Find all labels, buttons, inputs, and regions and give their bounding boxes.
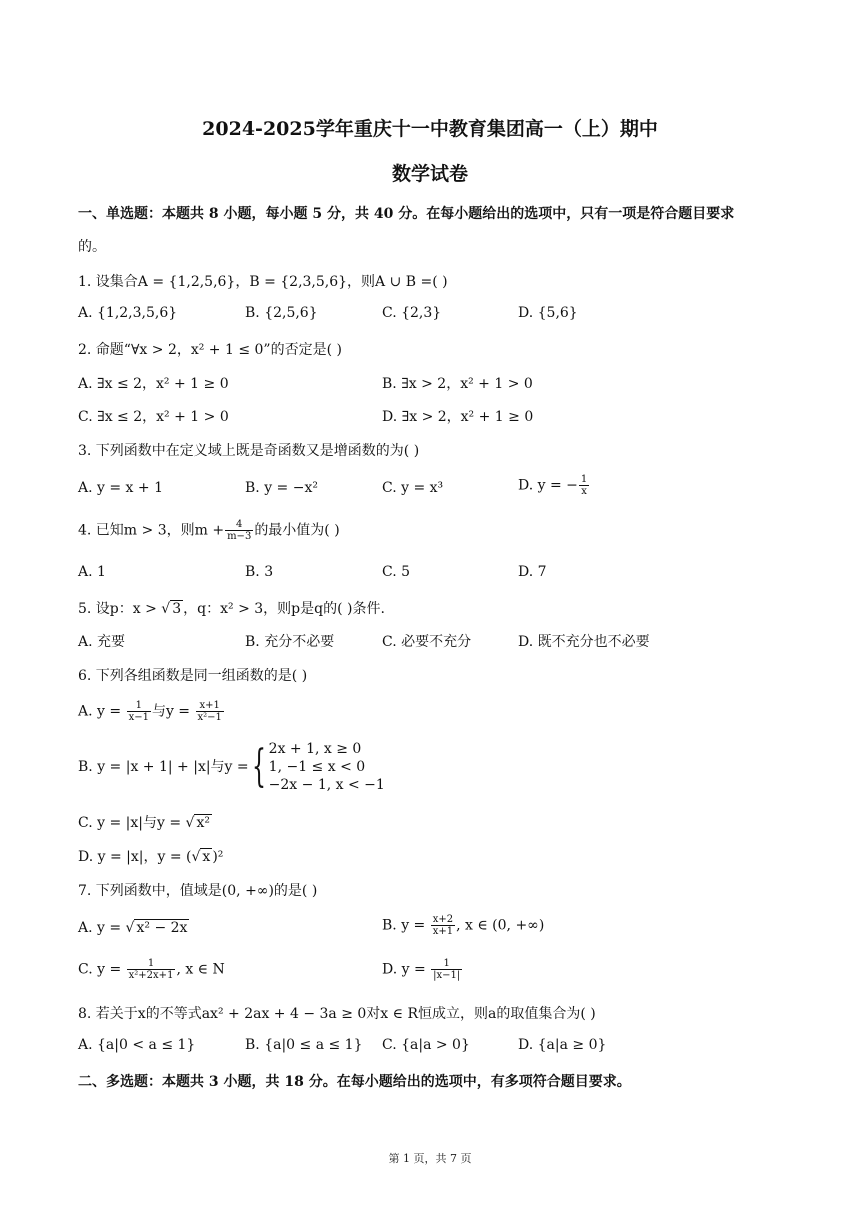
q3-option-d (518, 474, 590, 497)
case-line: −2x − 1, x < −1 (268, 777, 385, 793)
fraction-numerator: 1 (431, 958, 462, 970)
fraction-denominator: m−3 (227, 531, 252, 542)
q6-stem: 6. 下列各组函数是同一组函数的是( ) (78, 668, 308, 684)
fraction-numerator: 1 (127, 958, 176, 970)
case-line: 2x + 1, x ≥ 0 (268, 741, 362, 757)
q6-b-cases (269, 740, 385, 794)
q6-c-prefix: C. y = |x|与y = (78, 815, 182, 831)
fraction-numerator: 4 (225, 519, 253, 531)
q4-option-b: B. 3 (245, 564, 274, 580)
q3-option-b: B. y = −x² (245, 480, 318, 496)
q8-option-c: C. {a|a > 0} (382, 1037, 470, 1053)
section2-heading: 二、多选题：本题共 3 小题，共 18 分。在每小题给出的选项中，有多项符合题目要求。 (78, 1074, 631, 1090)
q2-stem: 2. 命题“∀x > 2，x² + 1 ≤ 0”的否定是( ) (78, 342, 342, 358)
fraction-numerator: 1 (580, 474, 588, 485)
q5-option-c: C. 必要不充分 (382, 634, 472, 650)
q7-option-b (382, 914, 544, 937)
q7-c-prefix: C. y = (78, 961, 122, 978)
q4-option-c: C. 5 (382, 564, 411, 580)
q2-option-c: C. ∃x ≤ 2，x² + 1 > 0 (78, 409, 229, 425)
q7-c-fraction (127, 958, 176, 981)
q2-option-a: A. ∃x ≤ 2，x² + 1 ≥ 0 (78, 376, 229, 392)
q6-d-prefix: D. y = |x|，y = ( (78, 849, 192, 865)
q7-a-sqrt-radicand: x² − 2x (136, 920, 188, 936)
q7-option-c (78, 958, 225, 981)
q7-d-fraction (431, 958, 462, 981)
q1-option-a: A. {1,2,3,5,6} (78, 305, 178, 321)
case-line: 1, −1 ≤ x < 0 (268, 759, 366, 775)
fraction-denominator: x+1 (432, 926, 454, 937)
q6-option-d: D. y = |x|，y = (√ x )² (78, 849, 224, 865)
q2-option-d: D. ∃x > 2，x² + 1 ≥ 0 (382, 409, 534, 425)
section1-heading: 一、单选题：本题共 8 小题，每小题 5 分，共 40 分。在每小题给出的选项中，只有一项是符合题目要求 (78, 206, 735, 222)
q3-option-a: A. y = x + 1 (78, 480, 163, 496)
q4-stem-suffix: 的最小值为( ) (254, 522, 340, 539)
q6-d-suffix: )² (212, 849, 224, 865)
q7-stem: 7. 下列函数中，值域是(0, +∞)的是( ) (78, 883, 318, 899)
q7-b-fraction (431, 914, 455, 937)
q4-stem (78, 519, 340, 542)
q7-b-prefix: B. y = (382, 917, 426, 934)
q7-b-suffix: , x ∈ (0, +∞) (456, 917, 545, 934)
q1-option-b: B. {2,5,6} (245, 305, 318, 321)
fraction-denominator: x−1 (128, 712, 149, 723)
fraction-denominator: x²−1 (197, 712, 222, 723)
q8-option-d: D. {a|a ≥ 0} (518, 1037, 607, 1053)
q4-stem-prefix: 4. 已知m > 3，则m + (78, 522, 225, 539)
q1-stem: 1. 设集合A = {1,2,5,6}，B = {2,3,5,6}，则A ∪ B =( ) (78, 274, 448, 290)
fraction-numerator: 1 (127, 700, 151, 712)
q7-c-suffix: , x ∈ N (176, 961, 225, 978)
q7-d-prefix: D. y = (382, 961, 426, 978)
q5-option-b: B. 充分不必要 (245, 634, 335, 650)
fraction-denominator: x (581, 486, 587, 497)
q6-c-sqrt-radicand: x² (196, 815, 210, 831)
q5-option-a: A. 充要 (78, 634, 126, 650)
q8-option-b: B. {a|0 ≤ a ≤ 1} (245, 1037, 363, 1053)
q5-stem-prefix: 5. 设p：x > (78, 601, 157, 617)
q8-stem: 8. 若关于x的不等式ax² + 2ax + 4 − 3a ≥ 0对x ∈ R恒成立，则a的取值集合为( ) (78, 1006, 596, 1022)
fraction-numerator: x+2 (432, 914, 454, 925)
q5-stem: 5. 设p：x > √ 3 ，q：x² > 3，则p是q的( )条件. (78, 601, 385, 617)
q4-stem-fraction (225, 519, 253, 542)
q1-option-d: D. {5,6} (518, 305, 578, 321)
fraction-denominator: |x−1| (433, 970, 461, 981)
q6-option-a (78, 700, 225, 723)
q5-stem-suffix: ，q：x² > 3，则p是q的( )条件. (183, 601, 385, 617)
q6-option-b (78, 740, 385, 794)
q6-option-c: C. y = |x|与y = √ x² (78, 815, 210, 831)
q5-sqrt-radicand: 3 (172, 601, 182, 617)
q7-a-prefix: A. y = (78, 920, 122, 936)
q3-option-d-prefix: D. y = − (518, 477, 578, 494)
left-brace-icon: { (251, 741, 266, 792)
exam-subtitle: 数学试卷 (391, 163, 468, 185)
q7-option-d (382, 958, 463, 981)
q7-option-a: A. y = √ x² − 2x (78, 920, 188, 936)
q1-option-c: C. {2,3} (382, 305, 442, 321)
exam-title: 2024-2025学年重庆十一中教育集团高一（上）期中 (202, 118, 658, 140)
section1-heading-cont: 的。 (78, 239, 106, 255)
q4-option-a: A. 1 (78, 564, 106, 580)
q3-option-d-fraction (579, 474, 589, 497)
q5-option-d: D. 既不充分也不必要 (518, 634, 650, 650)
q6-a-fraction-2 (196, 700, 224, 723)
q4-option-d: D. 7 (518, 564, 547, 580)
q6-d-sqrt-radicand: x (202, 849, 211, 865)
page-footer: 第 1 页，共 7 页 (388, 1152, 472, 1165)
q6-b-prefix: B. y = |x + 1| + |x|与y = (78, 759, 249, 775)
fraction-numerator: x+1 (196, 700, 224, 712)
q6-a-fraction-1 (127, 700, 151, 723)
q6-a-prefix: A. y = (78, 703, 122, 720)
q3-stem: 3. 下列函数中在定义域上既是奇函数又是增函数的为( ) (78, 443, 420, 459)
q6-a-mid: 与y = (151, 703, 191, 720)
q3-option-c: C. y = x³ (382, 480, 444, 496)
q8-option-a: A. {a|0 < a ≤ 1} (78, 1037, 196, 1053)
fraction-denominator: x²+2x+1 (128, 970, 174, 981)
q2-option-b: B. ∃x > 2，x² + 1 > 0 (382, 376, 533, 392)
